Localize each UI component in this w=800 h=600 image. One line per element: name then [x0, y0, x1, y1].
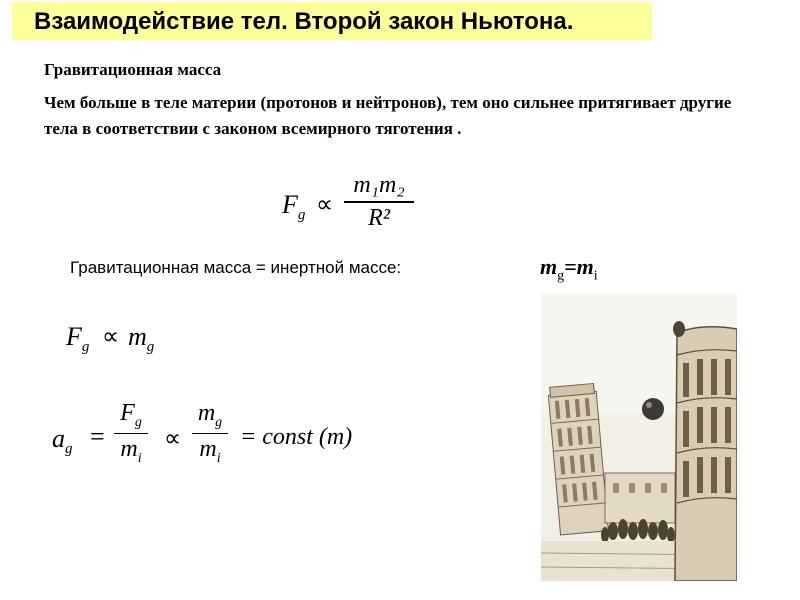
mass-symbol: $m_g$: [128, 322, 155, 356]
slide-title: Взаимодействие тел. Второй закон Ньютона.: [34, 8, 574, 35]
force-symbol: $F_g$: [66, 322, 90, 356]
proportional-symbol: ∝: [316, 192, 334, 218]
section-subtitle: Гравитационная масса: [44, 60, 222, 79]
equals-symbol: =: [90, 422, 105, 451]
acceleration-formula: [52, 400, 392, 480]
mass-equality-label: Гравитационная масса = инертной массе:: [70, 258, 402, 277]
constant-expression: = const (m): [240, 424, 353, 450]
force-symbol: $F_g$: [282, 190, 306, 224]
mass-ratio-fraction: $m_g$ $m_i$: [192, 400, 228, 467]
description-paragraph: Чем больше в теле материи (протонов и нейтронов), тем оно сильнее притягивает другие тела в соответствии с законом всемирного тяготения .: [44, 93, 732, 138]
proportional-symbol: ∝: [164, 426, 182, 452]
proportional-symbol: ∝: [102, 324, 120, 350]
force-over-mass-fraction: $F_g$ $m_i$: [114, 400, 148, 467]
acceleration-symbol: $a_g$: [52, 424, 73, 458]
fraction-denominator: R²: [368, 204, 390, 231]
gravitation-law-formula: [282, 172, 452, 236]
mass-fraction: [344, 172, 414, 232]
fraction-numerator: m₁m₂: [353, 172, 405, 198]
force-mass-formula: [66, 320, 206, 360]
mass-equality-formula: $m_g=m_i$: [540, 254, 598, 284]
leaning-tower-illustration: [541, 293, 737, 581]
title-bar: [12, 2, 652, 40]
